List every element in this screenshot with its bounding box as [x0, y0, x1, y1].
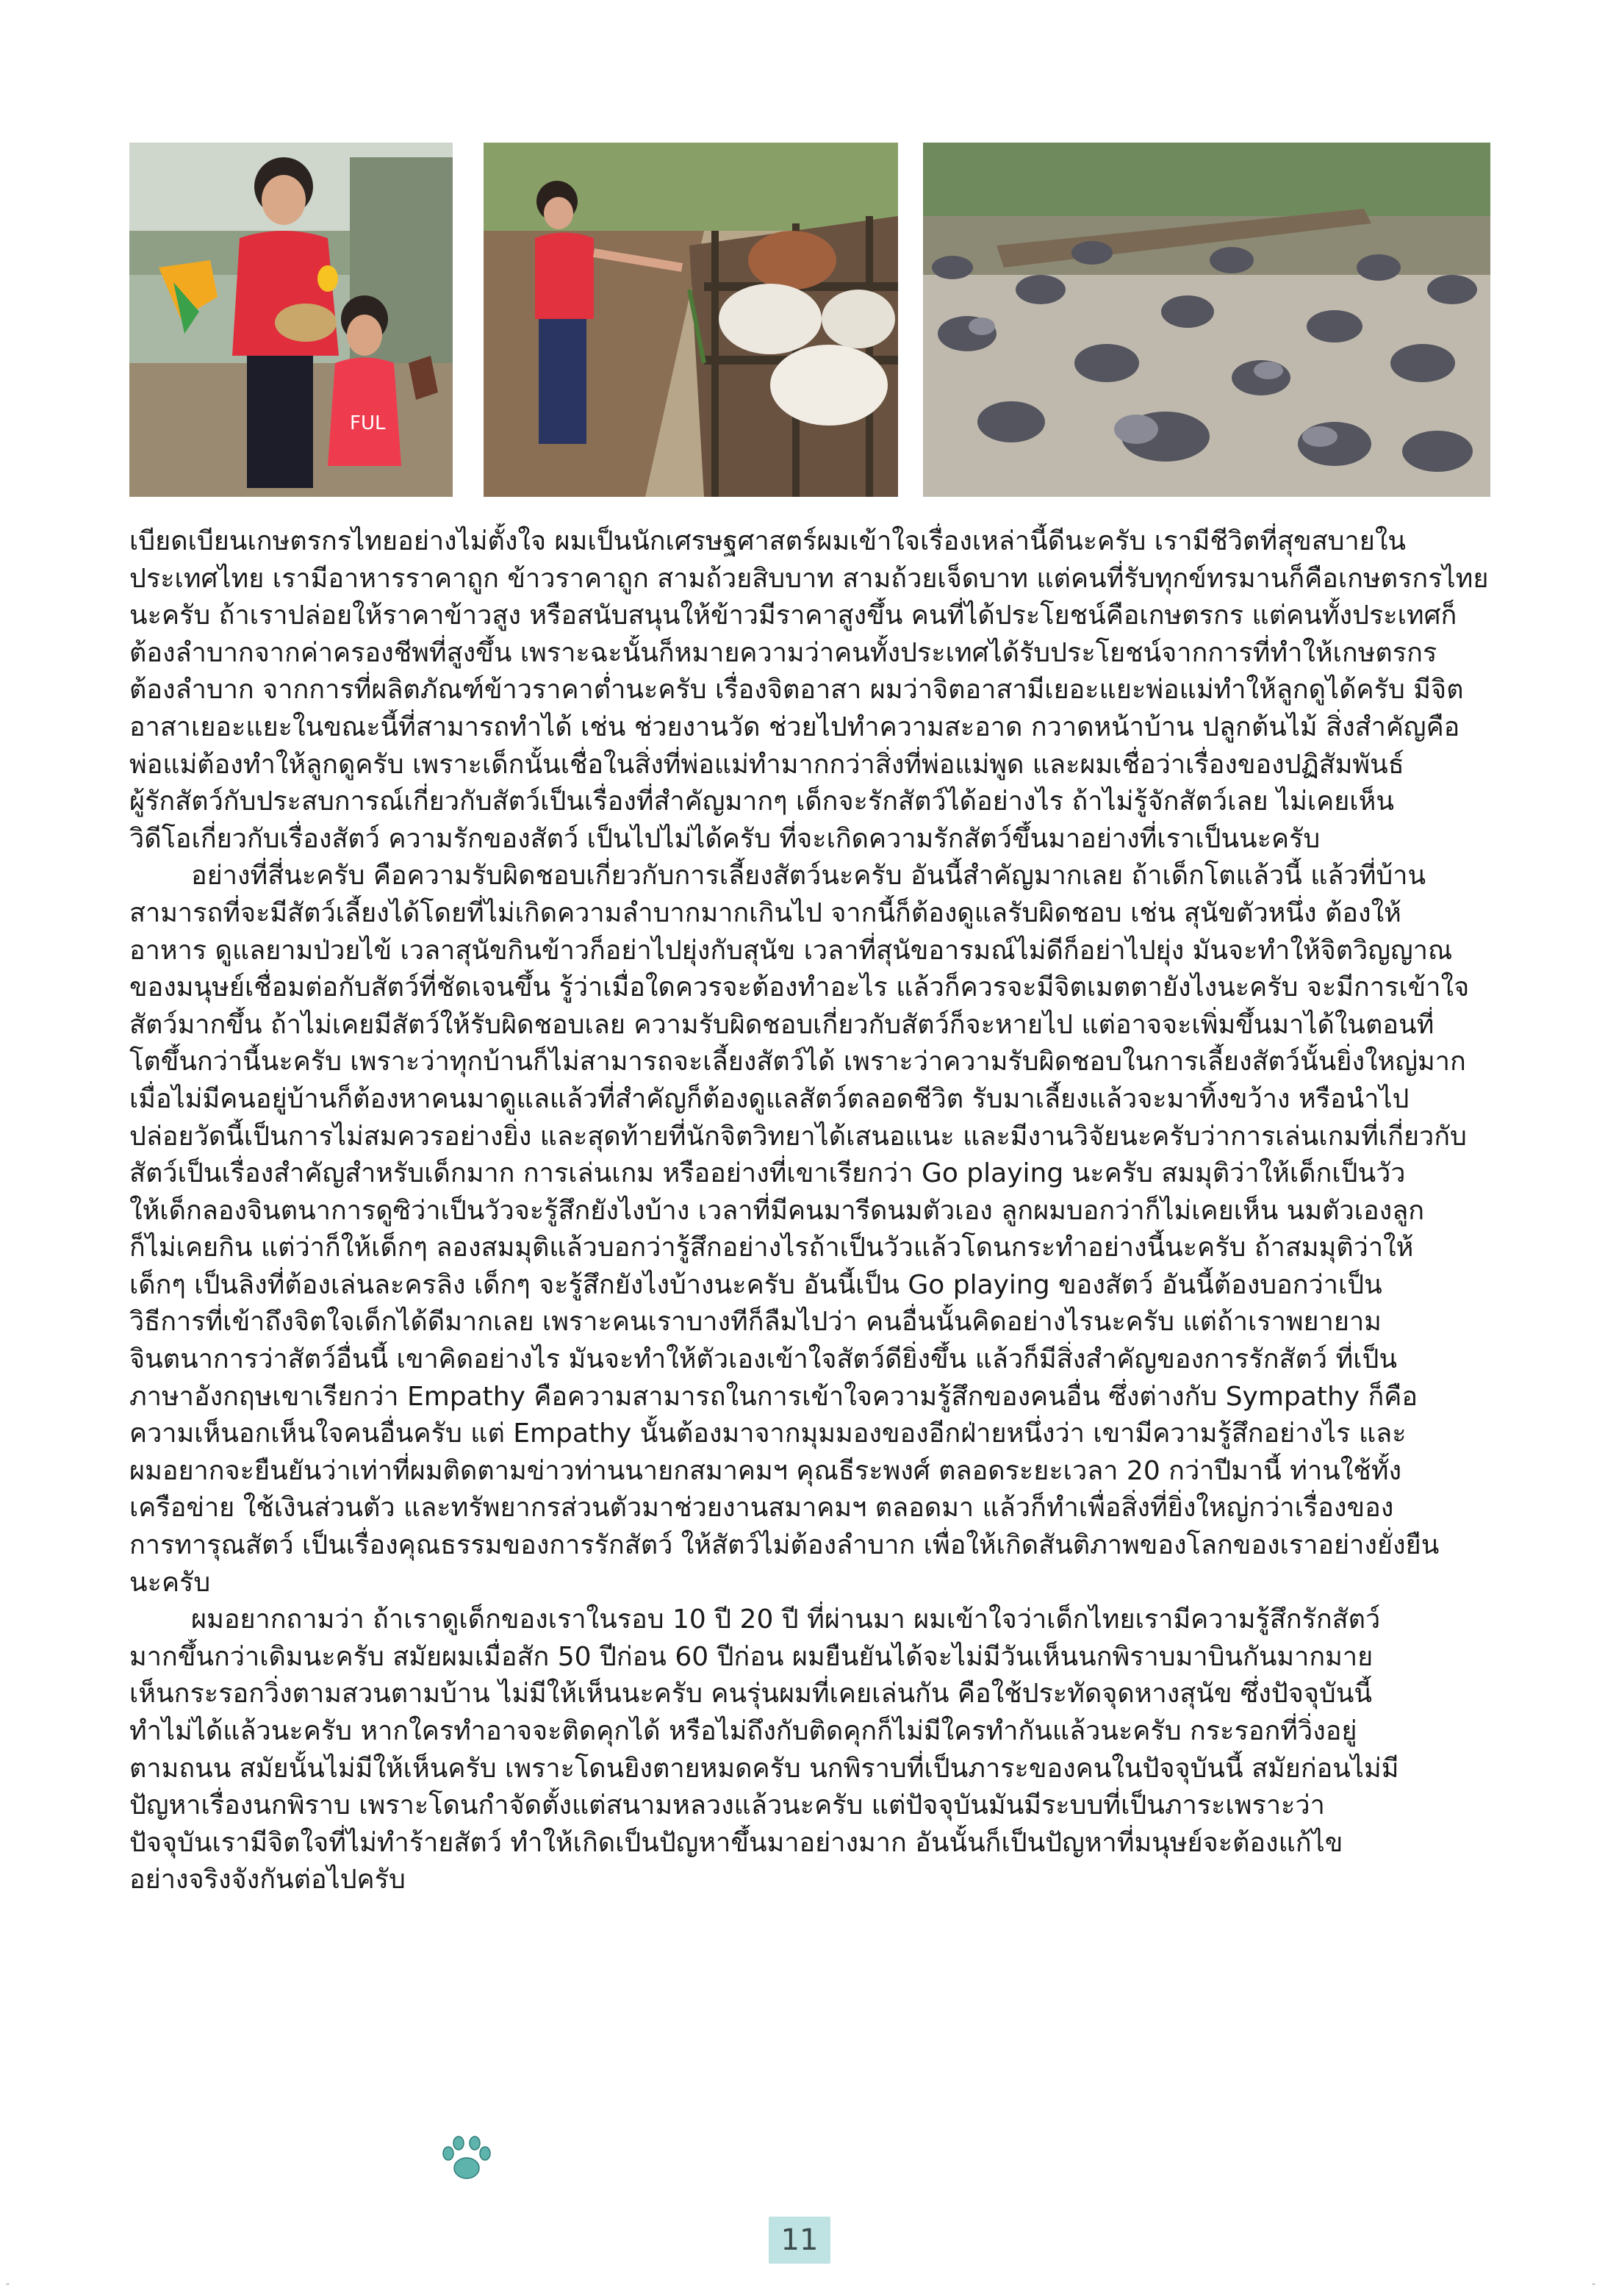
text-line: เบียดเบียนเกษตรกรไทยอย่างไม่ตั้งใจ ผมเป็นนักเศรษฐศาสตร์ผมเข้าใจเรื่องเหล่านี้ดีนะครับ เรามีชีวิตที่สุขสบายใน [129, 526, 1407, 556]
text-line: การทารุณสัตว์ เป็นเรื่องคุณธรรมของการรักสัตว์ ให้สัตว์ไม่ต้องลำบาก เพื่อให้เกิดสันติภาพของโลกของเราอย่างยั่งยืน [129, 1530, 1440, 1561]
article-body [129, 523, 1496, 1899]
text-line: ภาษาอังกฤษเขาเรียกว่า Empathy คือความสามารถในการเข้าใจความรู้สึกของคนอื่น ซึ่งต่างกับ Sympathy ก็คือ [129, 1381, 1418, 1412]
corner-mark-right: - [1592, 2278, 1596, 2290]
paw-print-icon [438, 2130, 495, 2187]
photo-girl-feeding-sheep [484, 143, 898, 497]
text-line: ของมนุษย์เชื่อมต่อกับสัตว์ที่ชัดเจนขึ้น รู้ว่าเมื่อใดควรจะต้องทำอะไร แล้วก็ควรจะมีจิตเมตตายังไงนะครับ จะมีการเข้าใจ [129, 972, 1470, 1003]
text-line: ให้เด็กลองจินตนาการดูซิว่าเป็นวัวจะรู้สึกยังไงบ้าง เวลาที่มีคนมารีดนมตัวเอง ลูกผมบอกว่าก็ไม่เคยเห็น นมตัวเองลูก [129, 1195, 1425, 1226]
text-line: นะครับ ถ้าเราปล่อยให้ราคาข้าวสูง หรือสนับสนุนให้ข้าวมีราคาสูงขึ้น คนที่ได้ประโยชน์คือเกษตรกร แต่คนทั้งประเทศก็ [129, 600, 1457, 631]
text-line: อย่างที่สี่นะครับ คือความรับผิดชอบเกี่ยวกับการเลี้ยงสัตว์นะครับ อันนี้สำคัญมากเลย ถ้าเด็กโตแล้วนี้ แล้วที่บ้าน [191, 861, 1426, 892]
text-line: เครือข่าย ใช้เงินส่วนตัว และทรัพยากรส่วนตัวมาช่วยงานสมาคมฯ ตลอดมา แล้วก็ทำเพื่อสิ่งที่ยิ่งใหญ่กว่าเรื่องของ [129, 1493, 1394, 1524]
text-line: ต้องลำบาก จากการที่ผลิตภัณฑ์ข้าวราคาต่ำนะครับ เรื่องจิตอาสา ผมว่าจิตอาสามีเยอะแยะพ่อแม่ทำให้ลูกดูได้ครับ มีจิต [129, 675, 1464, 706]
photo-woman-girl-parrots [129, 143, 453, 497]
text-line: ความเห็นอกเห็นใจคนอื่นครับ แต่ Empathy นั้นต้องมาจากมุมมองของอีกฝ่ายหนึ่งว่า เขามีความรู้สึกอย่างไร และ [129, 1418, 1407, 1449]
text-line: ตามถนน สมัยนั้นไม่มีให้เห็นครับ เพราะโดนยิงตายหมดครับ นกพิราบที่เป็นภาระของคนในปัจจุบันนี้ สมัยก่อนไม่มี [129, 1753, 1399, 1784]
text-line: อาหาร ดูแลยามป่วยไข้ เวลาสุนัขกินข้าวก็อย่าไปยุ่งกับสุนัข เวลาที่สุนัขอารมณ์ไม่ดีก็อย่าไปยุ่ง มันจะทำให้จิตวิญญาณ [129, 935, 1453, 966]
corner-mark-left: - [6, 2278, 10, 2290]
text-line: จินตนาการว่าสัตว์อื่นนี้ เขาคิดอย่างไร มันจะทำให้ตัวเองเข้าใจสัตว์ดียิ่งขึ้น แล้วก็มีสิ่งสำคัญของการรักสัตว์ ที่เป็น [129, 1344, 1398, 1375]
svg-text:FUL: FUL [350, 412, 386, 434]
text-line: อย่างจริงจังกันต่อไปครับ [129, 1865, 406, 1895]
text-line: ปล่อยวัดนี้เป็นการไม่สมควรอย่างยิ่ง และสุดท้ายที่นักจิตวิทยาได้เสนอแนะ และมีงานวิจัยนะครับว่าการเล่นเกมที่เกี่ยวกับ [129, 1121, 1467, 1152]
page-number: 11 [769, 2217, 830, 2264]
text-line: เมื่อไม่มีคนอยู่บ้านก็ต้องหาคนมาดูแลแล้วที่สำคัญก็ต้องดูแลสัตว์ตลอดชีวิต รับมาเลี้ยงแล้วจะมาทิ้งขว้าง หรือนำไป [129, 1083, 1410, 1114]
text-line: สามารถที่จะมีสัตว์เลี้ยงได้โดยที่ไม่เกิดความลำบากมากเกินไป จากนี้ก็ต้องดูแลรับผิดชอบ เช่น สุนัขตัวหนึ่ง ต้องให้ [129, 897, 1401, 928]
text-line: ผู้รักสัตว์กับประสบการณ์เกี่ยวกับสัตว์เป็นเรื่องที่สำคัญมากๆ เด็กจะรักสัตว์ได้อย่างไร ถ้าไม่รู้จักสัตว์เลย ไม่เคยเห็น [129, 786, 1394, 817]
text-line: นะครับ [129, 1567, 211, 1598]
text-line: ทำไม่ได้แล้วนะครับ หากใครทำอาจจะติดคุกได้ หรือไม่ถึงกับติดคุกก็ไม่มีใครทำกันแล้วนะครับ กระรอกที่วิ่งอยู่ [129, 1716, 1357, 1746]
text-line: มากขึ้นกว่าเดิมนะครับ สมัยผมเมื่อสัก 50 ปีก่อน 60 ปีก่อน ผมยืนยันได้จะไม่มีวันเห็นนกพิราบมาบินกันมากมาย [129, 1641, 1374, 1672]
text-line: ประเทศไทย เรามีอาหารราคาถูก ข้าวราคาถูก สามถ้วยสิบบาท สามถ้วยเจ็ดบาท แต่คนที่รับทุกข์ทรมานก็คือเกษตรกรไทย [129, 563, 1489, 594]
text-line: วิดีโอเกี่ยวกับเรื่องสัตว์ ความรักของสัตว์ เป็นไปไม่ได้ครับ ที่จะเกิดความรักสัตว์ขึ้นมาอย่างที่เราเป็นนะครับ [129, 823, 1321, 854]
text-line: ต้องลำบากจากค่าครองชีพที่สูงขึ้น เพราะฉะนั้นก็หมายความว่าคนทั้งประเทศได้รับประโยชน์จากการที่ทำให้เกษตรกร [129, 637, 1437, 668]
text-line: ปัจจุบันเรามีจิตใจที่ไม่ทำร้ายสัตว์ ทำให้เกิดเป็นปัญหาขึ้นมาอย่างมาก อันนั้นก็เป็นปัญหาที่มนุษย์จะต้องแก้ไข [129, 1827, 1343, 1858]
text-line: พ่อแม่ต้องทำให้ลูกดูครับ เพราะเด็กนั้นเชื่อในสิ่งที่พ่อแม่ทำมากกว่าสิ่งที่พ่อแม่พูด และผมเชื่อว่าเรื่องของปฏิสัมพันธ์ [129, 749, 1404, 780]
text-line: ผมอยากจะยืนยันว่าเท่าที่ผมติดตามข่าวท่านนายกสมาคมฯ คุณธีระพงศ์ ตลอดระยะเวลา 20 กว่าปีมานี้ ท่านใช้ทั้ง [129, 1455, 1402, 1486]
text-line: วิธีการที่เข้าถึงจิตใจเด็กได้ดีมากเลย เพราะคนเราบางทีก็ลืมไปว่า คนอื่นนั้นคิดอย่างไรนะครับ แต่ถ้าเราพยายาม [129, 1307, 1382, 1338]
photo-flock-of-pigeons [923, 143, 1490, 497]
text-line: เห็นกระรอกวิ่งตามสวนตามบ้าน ไม่มีให้เห็นนะครับ คนรุ่นผมที่เคยเล่นกัน คือใช้ประทัดจุดหางสุนัข ซึ่งปัจจุบันนี้ [129, 1679, 1372, 1710]
text-line: ก็ไม่เคยกิน แต่ว่าก็ให้เด็กๆ ลองสมมุติแล้วบอกว่ารู้สึกอย่างไรถ้าเป็นวัวแล้วโดนกระทำอย่างนี้นะครับ ถ้าสมมุติว่าให้ [129, 1233, 1414, 1263]
text-line: สัตว์มากขึ้น ถ้าไม่เคยมีสัตว์ให้รับผิดชอบเลย ความรับผิดชอบเกี่ยวกับสัตว์ก็จะหายไป แต่อาจจะเพิ่มขึ้นมาได้ในตอนที่ [129, 1009, 1435, 1040]
text-line: เด็กๆ เป็นลิงที่ต้องเล่นละครลิง เด็กๆ จะรู้สึกยังไงบ้างนะครับ อันนี้เป็น Go playing ของสัตว์ อันนี้ต้องบอกว่าเป็น [129, 1269, 1382, 1300]
text-line: อาสาเยอะแยะในขณะนี้ที่สามารถทำได้ เช่น ช่วยงานวัด ช่วยไปทำความสะอาด กวาดหน้าบ้าน ปลูกต้นไม้ สิ่งสำคัญคือ [129, 711, 1460, 742]
text-line: ผมอยากถามว่า ถ้าเราดูเด็กของเราในรอบ 10 ปี 20 ปี ที่ผ่านมา ผมเข้าใจว่าเด็กไทยเรามีความรู้สึกรักสัตว์ [191, 1604, 1381, 1635]
text-line: โตขึ้นกว่านี้นะครับ เพราะว่าทุกบ้านก็ไม่สามารถจะเลี้ยงสัตว์ได้ เพราะว่าความรับผิดชอบในการเลี้ยงสัตว์นั้นยิ่งใหญ่มาก [129, 1047, 1466, 1077]
text-line: สัตว์เป็นเรื่องสำคัญสำหรับเด็กมาก การเล่นเกม หรืออย่างที่เขาเรียกว่า Go playing นะครับ สมมุติว่าให้เด็กเป็นวัว [129, 1158, 1406, 1189]
text-line: ปัญหาเรื่องนกพิราบ เพราะโดนกำจัดตั้งแต่สนามหลวงแล้วนะครับ แต่ปัจจุบันมันมีระบบที่เป็นภาระเพราะว่า [129, 1790, 1325, 1821]
